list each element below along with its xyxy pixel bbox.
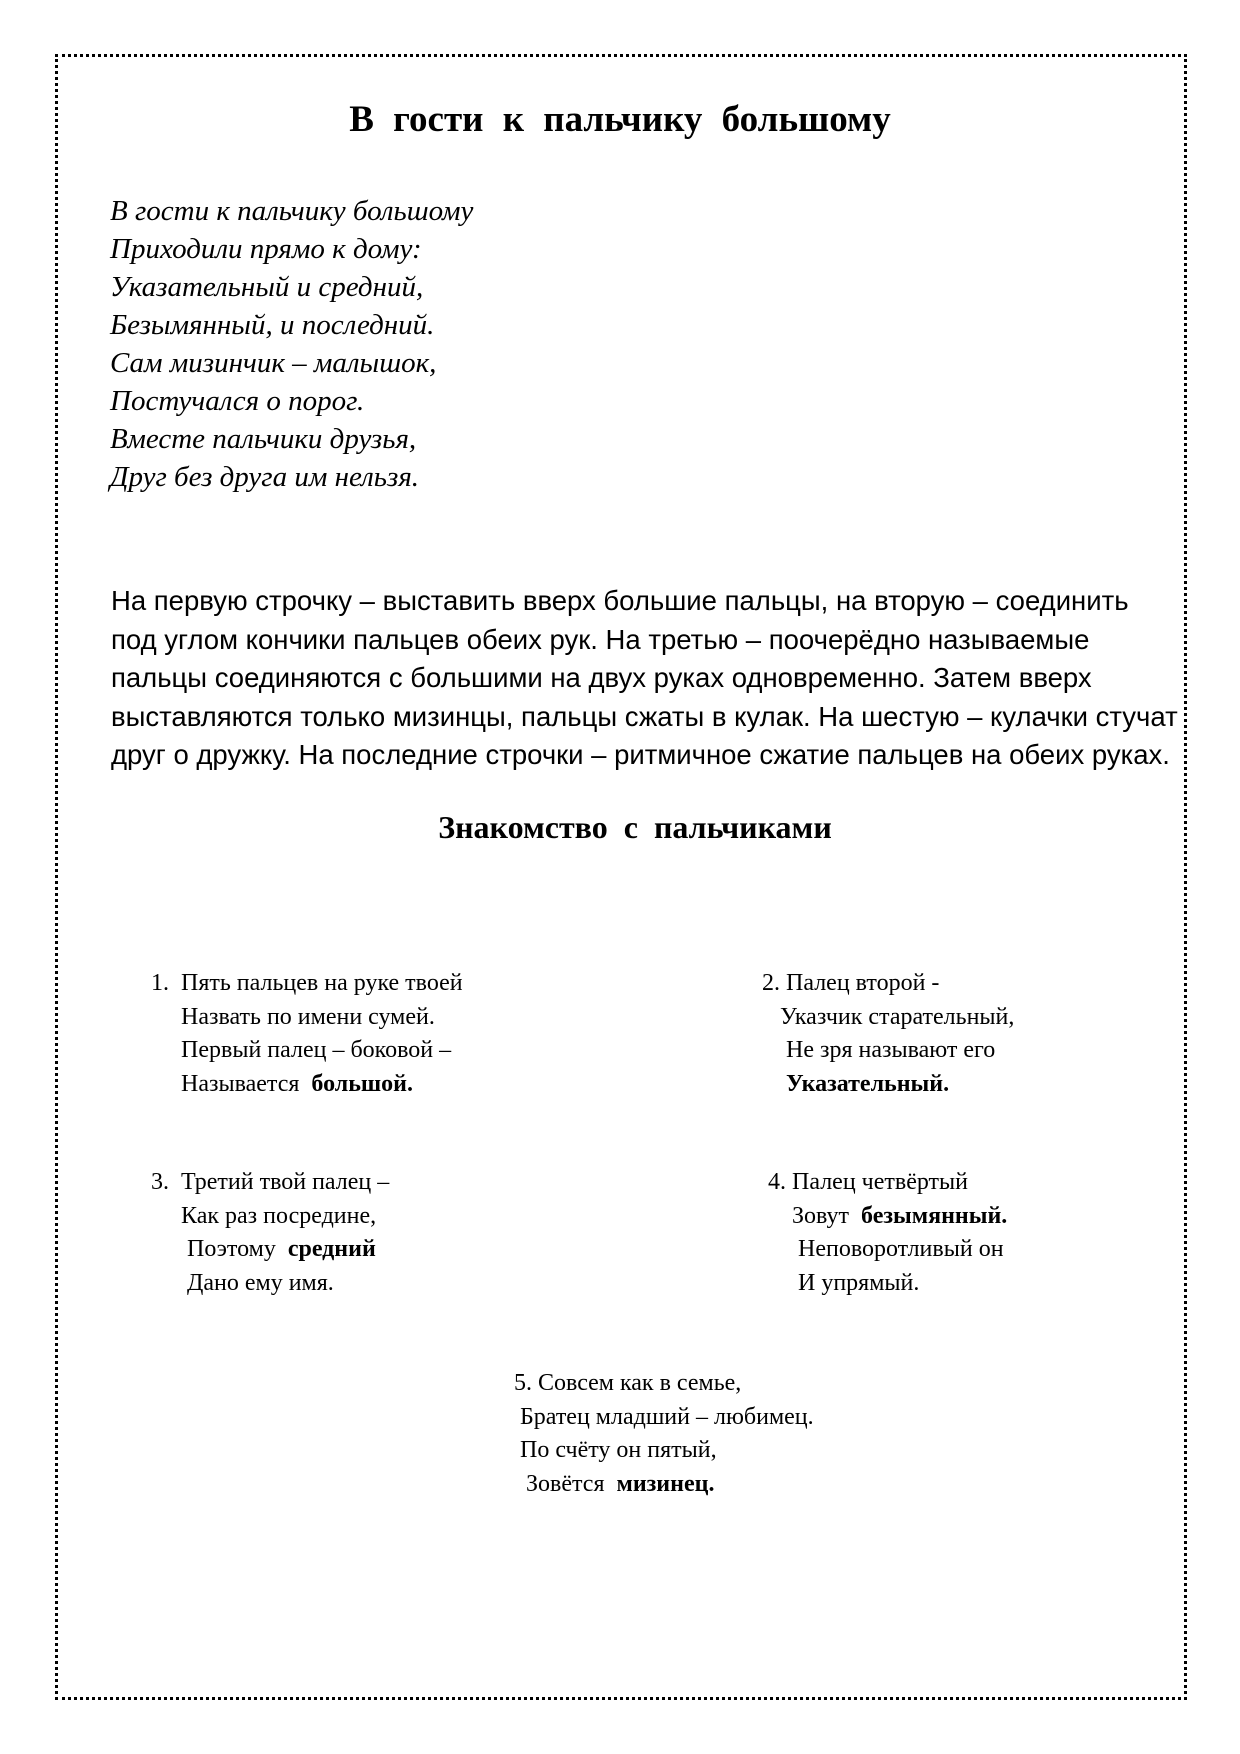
poem-line: Указательный и средний,: [110, 271, 424, 303]
poem-line: Сам мизинчик – малышок,: [110, 347, 437, 379]
finger-name: средний: [287, 1236, 376, 1262]
section-subtitle: Знакомство с пальчиками: [438, 808, 832, 845]
poem-line: Приходили прямо к дому:: [110, 233, 422, 265]
stanza-2: [762, 967, 1014, 1101]
stanza-line: Указчик старательный,: [762, 1003, 1015, 1030]
finger-name: безымянный.: [861, 1202, 1008, 1229]
stanza-line: 4. Палец четвёртый: [768, 1169, 969, 1195]
stanza-1: [151, 967, 463, 1101]
stanza-4: [768, 1166, 1007, 1300]
instructions-paragraph: На первую строчку – выставить вверх большие пальцы, на вторую – соединить под углом кончики пальцев обеих рук. На третью – поочерёдно называемые пальцы соединяются с большими на двух руках одновременно. Затем вверх выставляются только мизинцы, пальцы сжаты в кулак. На шестую – кулачки стучат друг о дружку. На последние строчки – ритмичное сжатие пальцев на обеих руках.: [111, 585, 1178, 770]
stanza-line: Неповоротливый он: [768, 1236, 1004, 1262]
stanza-line: И упрямый.: [768, 1269, 920, 1296]
stanza-line: Первый палец – боковой –: [151, 1037, 452, 1063]
finger-name: большой.: [311, 1070, 414, 1097]
stanza-line: По счёту он пятый,: [514, 1437, 717, 1463]
stanza-line: Дано ему имя.: [151, 1269, 334, 1296]
poem-line: В гости к пальчику большому: [110, 195, 474, 227]
stanza-line: Как раз посредине,: [151, 1202, 377, 1229]
stanza-5: [514, 1367, 814, 1501]
stanza-line: Не зря называют его: [762, 1037, 996, 1063]
stanza-line: 2. Палец второй -: [762, 970, 940, 996]
stanza-line: Зовётся: [514, 1470, 617, 1497]
top-section: [0, 98, 1240, 847]
poem-line: Безымянный, и последний.: [110, 309, 435, 341]
stanza-line: Называется: [151, 1070, 312, 1097]
stanza-line: Зовут: [768, 1202, 862, 1229]
poem-line: Вместе пальчики друзья,: [110, 423, 417, 455]
stanza-line: 5. Совсем как в семье,: [514, 1370, 742, 1396]
poem-line: Постучался о порог.: [110, 385, 365, 417]
page-title: В гости к пальчику большому: [349, 99, 891, 140]
poem-line: Друг без друга им нельзя.: [110, 461, 420, 493]
stanza-3: [151, 1166, 389, 1300]
poem: [110, 192, 1240, 496]
finger-name: мизинец.: [616, 1470, 715, 1497]
finger-name: Указательный.: [786, 1070, 950, 1097]
stanza-line: 3. Третий твой палец –: [151, 1169, 390, 1195]
stanza-line: Поэтому: [151, 1236, 288, 1262]
stanza-line: 1. Пять пальцев на руке твоей: [151, 970, 463, 996]
stanza-line: Братец младший – любимец.: [514, 1403, 814, 1430]
stanza-line: [762, 1071, 786, 1097]
stanza-line: Назвать по имени сумей.: [151, 1003, 435, 1030]
